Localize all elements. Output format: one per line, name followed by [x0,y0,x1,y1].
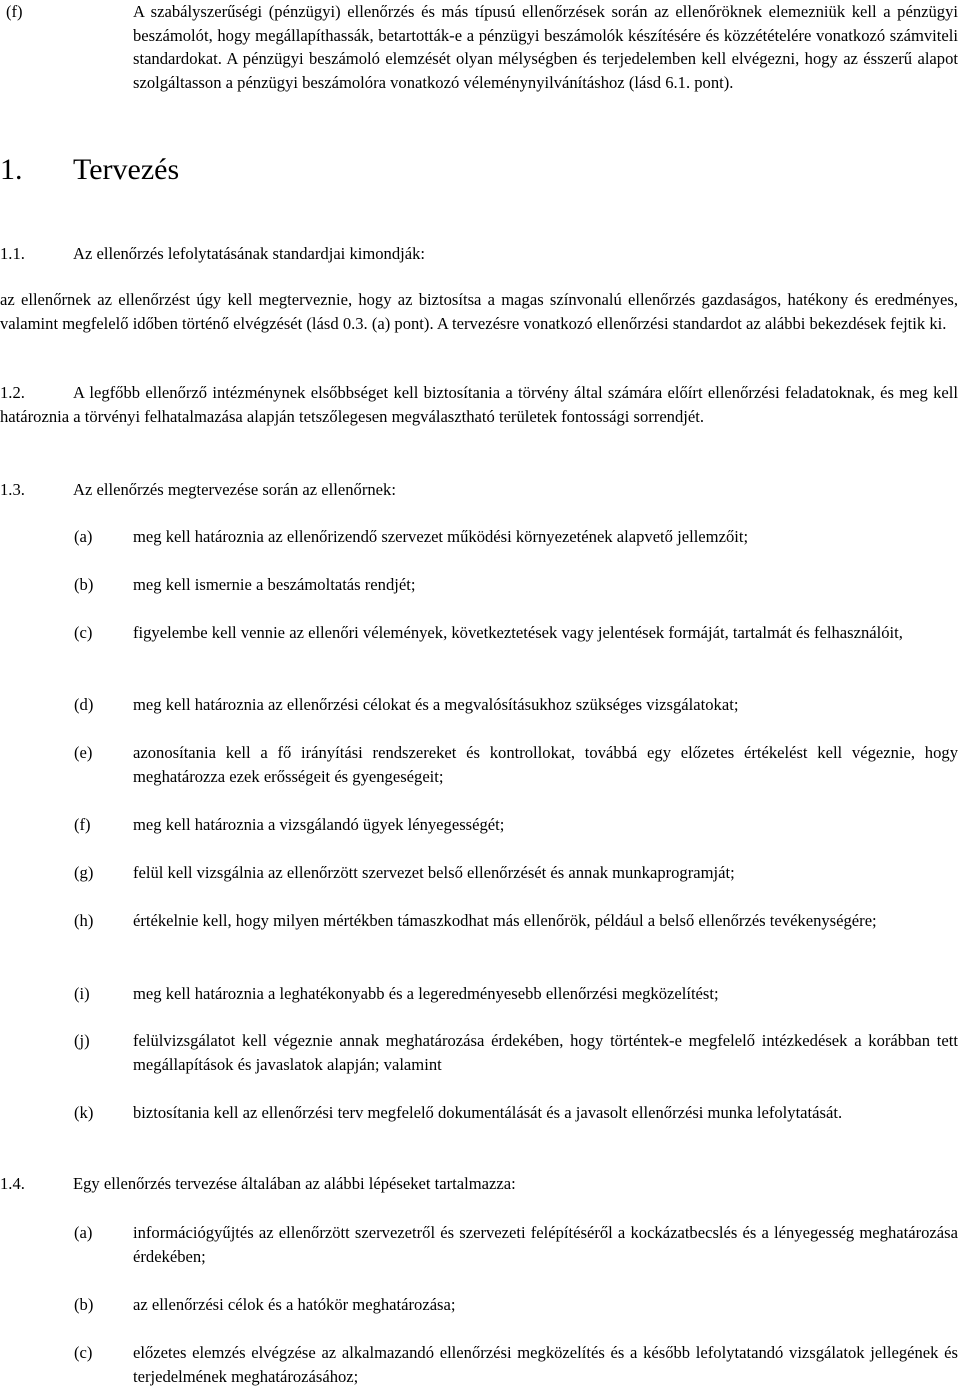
list-item [0,813,958,837]
list-item [0,693,958,717]
list-marker: (c) [74,1343,93,1362]
paragraph-number: 1.2. [0,383,25,402]
list-item [0,982,958,1006]
section-number: 1. [0,153,23,186]
list-item [0,573,958,597]
list-item-text: értékelnie kell, hogy milyen mértékben támaszkodhat más ellenőrök, például a belső ellenőrzés tevékenységére; [133,911,877,930]
list-item-text: felülvizsgálatot kell végeznie annak meghatározása érdekében, hogy történtek-e megfelelő intézkedések a korábban tett megállapítások és javaslatok alapján; valamint [133,1031,958,1074]
list-item [0,1341,958,1388]
paragraph-lead: Az ellenőrzés lefolytatásának standardjai kimondják: [73,244,426,263]
list-marker: (c) [74,623,93,642]
list-item [0,909,958,933]
intro-item-marker: (f) [6,2,23,21]
paragraph-number: 1.3. [0,480,25,499]
intro-item-text: A szabályszerűségi (pénzügyi) ellenőrzés és más típusú ellenőrzések során az ellenőröknek elemezniük kell a pénzügyi beszámolót, hogy megállapíthassák, betartották-e a pénzügyi beszámolók készítésére és közzétételére vonatkozó számviteli standardokat. A pénzügyi beszámoló elemzését olyan mélységben és terjedelemben kell elvégezni, hogy az ésszerű alapot szolgáltasson a pénzügyi beszámolóra vonatkozó véleménynyilvánításhoz (lásd 6.1. pont). [133,2,958,92]
paragraph-1-3-lead [0,478,958,502]
list-item-text: meg kell határoznia a vizsgálandó ügyek lényegességét; [133,815,505,834]
list-item-text: információgyűjtés az ellenőrzött szervezetről és szervezeti felépítéséről a kockázatbecslés és a lényegesség meghatározása érdekében; [133,1223,958,1266]
paragraph-1-4-lead [0,1172,958,1196]
list-marker: (j) [74,1031,90,1050]
list-item [0,1029,958,1076]
list-marker: (a) [74,527,93,546]
paragraph-1-1-body: az ellenőrnek az ellenőrzést úgy kell megterveznie, hogy az biztosítsa a magas színvonalú ellenőrzés gazdaságos, hatékony és eredményes, valamint megfelelő időben történő elvégzését (lásd 0.3. (a) pont). A tervezésre vonatkozó ellenőrzési standardot az alábbi bekezdések fejtik ki. [0,290,958,333]
list-marker: (b) [74,1295,94,1314]
paragraph-lead: Az ellenőrzés megtervezése során az ellenőrnek: [73,480,396,499]
list-item [0,525,958,549]
list-item-text: biztosítania kell az ellenőrzési terv megfelelő dokumentálását és a javasolt ellenőrzési munka lefolytatását. [133,1103,843,1122]
list-marker: (i) [74,984,90,1003]
list-item-text: meg kell határoznia az ellenőrizendő szervezet működési környezetének alapvető jellemzőit; [133,527,749,546]
list-marker: (d) [74,695,94,714]
intro-list-item [0,0,958,94]
list-item-text: előzetes elemzés elvégzése az alkalmazandó ellenőrzési megközelítés és a később lefolytatandó vizsgálatok jellegének és terjedelmének meghatározásához; [133,1343,958,1386]
list-marker: (b) [74,575,94,594]
list-marker: (f) [74,815,91,834]
list-marker: (e) [74,743,93,762]
list-marker: (g) [74,863,94,882]
list-item [0,621,958,645]
paragraph-lead: Egy ellenőrzés tervezése általában az alábbi lépéseket tartalmazza: [73,1174,516,1193]
list-marker: (k) [74,1103,94,1122]
list-item-text: meg kell határoznia az ellenőrzési célokat és a megvalósításukhoz szükséges vizsgálatokat; [133,695,739,714]
list-item [0,861,958,885]
list-item-text: az ellenőrzési célok és a hatókör meghatározása; [133,1295,456,1314]
paragraph-1-2 [0,381,958,428]
section-title: Tervezés [73,153,180,186]
list-marker: (a) [74,1223,93,1242]
paragraph-number: 1.1. [0,244,25,263]
list-item [0,741,958,788]
list-item [0,1293,958,1317]
list-item [0,1221,958,1268]
list-item-text: meg kell határoznia a leghatékonyabb és a legeredményesebb ellenőrzési megközelítést; [133,984,719,1003]
paragraph-1-1-lead [0,242,958,266]
list-item-text: felül kell vizsgálnia az ellenőrzött szervezet belső ellenőrzését és annak munkaprogramját; [133,863,735,882]
list-item-text: azonosítania kell a fő irányítási rendszereket és kontrollokat, továbbá egy előzetes értékelést kell végeznie, hogy meghatározza ezek erősségeit és gyengeségeit; [133,743,958,786]
list-item [0,1101,958,1125]
list-marker: (h) [74,911,94,930]
paragraph-text: A legfőbb ellenőrző intézménynek elsőbbséget kell biztosítania a törvény által számára előírt ellenőrzési feladatoknak, és meg kell határoznia a törvényi felhatalmazása alapján tetszőlegesen megválasztható területek fontossági sorrendjét. [0,383,958,426]
section-heading [0,150,179,190]
list-item-text: meg kell ismernie a beszámoltatás rendjét; [133,575,416,594]
paragraph-number: 1.4. [0,1174,25,1193]
list-item-text: figyelembe kell vennie az ellenőri vélemények, következtetések vagy jelentések formáját, tartalmát és felhasználóit, [133,623,903,642]
